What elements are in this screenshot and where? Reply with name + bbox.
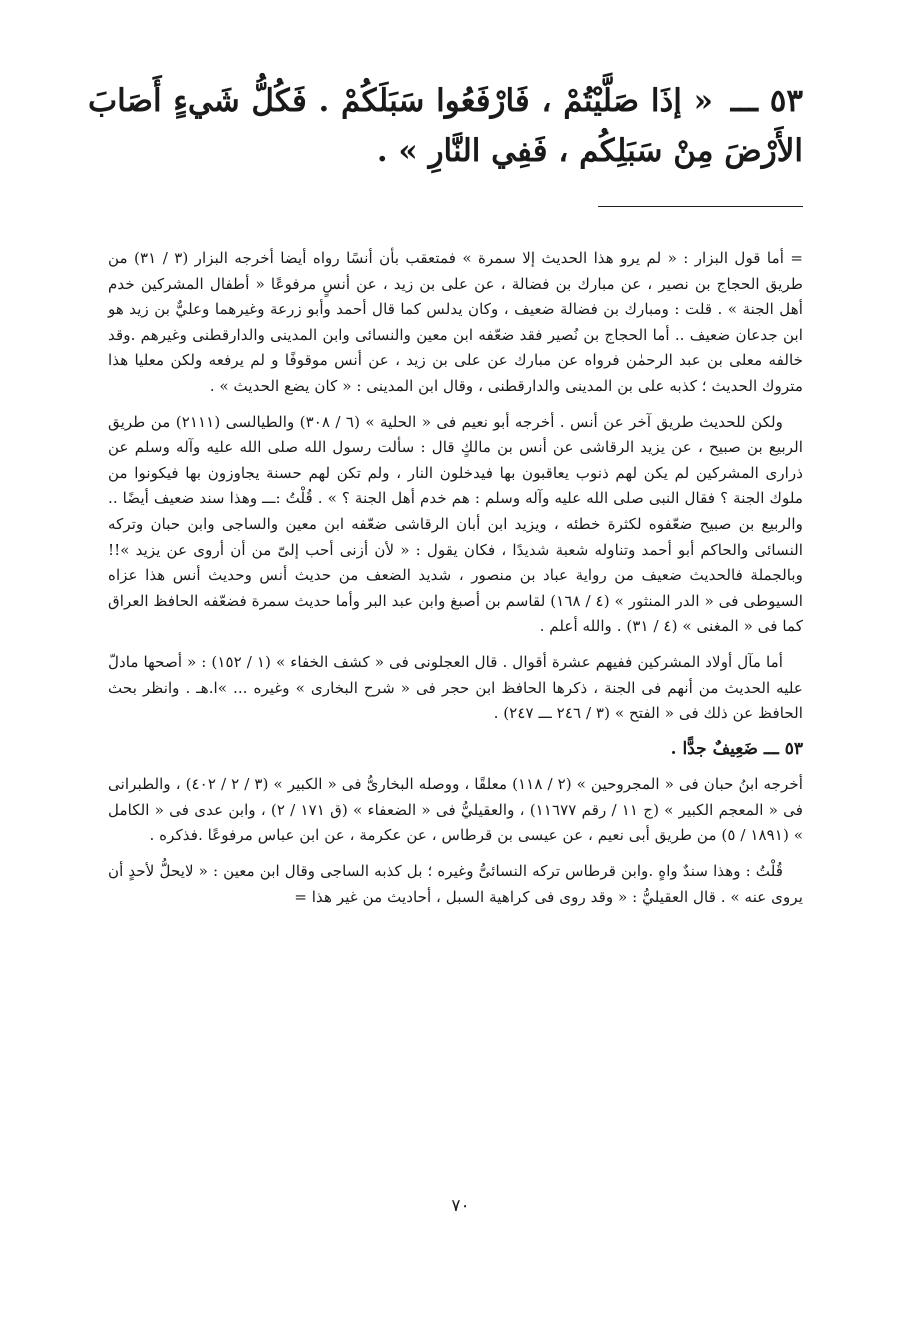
page-number: ٧٠ [451,1196,470,1216]
commentary-paragraph-1: = أما قول البزار : « لم يرو هذا الحديث إلا سمرة » فمتعقب بأن أنسًا رواه أيضا أخرجه البزار (٣ / ٣١) من طريق الحجاج بن نصير ، عن مبارك بن فضالة ، عن على بن زيد ، عن أنسٍ مرفوعًا « أطفال المشركين خدم أهل الجنة » . قلت : ومبارك بن فضالة ضعيف ، وكان يدلس كما قال أحمد وأبو زرعة وغيرهما وعليٌّ بن زيد هو ابن جدعان ضعيف .. أما الحجاج بن نُصير فقد ضعّفه ابن معين والنسائى وابن المدينى والدارقطنى وغيرهم .وقد خالفه معلى بن عبد الرحمٰن فرواه عن مبارك عن على بن زيد ، عن أنس موقوفًا و لم يرفعه ولكن معليا هذا متروك الحديث ؛ كذبه على بن المدينى والدارقطنى ، وقال ابن المدينى : « كان يضع الحديث » . [108,249,804,395]
commentary-paragraph-3: أما مآل أولاد المشركين ففيهم عشرة أقوال . قال العجلونى فى « كشف الخفاء » (١ / ١٥٢) : « أصحها مادلّ عليه الحديث من أنهم فى الجنة ، ذكرها الحافظ ابن حجر فى « شرح البخارى » وغيره ... »ا.هـ . وانظر بحث الحافظ عن ذلك فى « الفتح » (٣ / ٢٤٦ ـــ ٢٤٧) . [108,652,803,723]
hadith-text-block [88,76,803,176]
hadith-verdict: ٥٣ ـــ ضَعِيفٌ جدًّا . [670,738,803,759]
footnote-separator [598,206,803,207]
hadith-number: ٥٣ ـــ [730,83,804,119]
hadith-text: « إذَا صَلَّيْتُمْ ، فَارْفَعُوا سَبَلَكُمْ . فَكُلُّ شَيءٍ أَصَابَ الأَرْضَ مِنْ سَبَلِكُم ، فَفِي النَّارِ » . [88,83,803,169]
commentary-paragraph-4: أخرجه ابنُ حبان فى « المجروحين » (٢ / ١١٨) معلقًا ، ووصله البخارىُّ فى « الكبير » (٣ / ٢ / ٤٠٢) ، والطبرانى فى « المعجم الكبير » (ج ١١ / رقم ١١٦٧٧) ، والعقيليُّ فى « الضعفاء » (ق ١٧١ / ٢) ، وابن عدى فى « الكامل » (١٨٩١ / ٥) من طريق أبى نعيم ، عن عيسى بن قرطاس ، عن عكرمة ، عن ابن عباس مرفوعًا .فذكره . [108,775,803,845]
commentary-block [108,246,803,920]
commentary-paragraph-5: قُلْتُ : وهذا سندٌ واهٍ .وابن قرطاس تركه النسائىُّ وغيره ؛ بل كذبه الساجى وقال ابن معين : « لايحلُّ لأحدٍ أن يروى عنه » . قال العقيليُّ : « وقد روى فى كراهية السبل ، أحاديث من غير هذا = [108,862,803,906]
commentary-paragraph-2: ولكن للحديث طريق آخر عن أنس . أخرجه أبو نعيم فى « الحلية » (٦ / ٣٠٨) والطيالسى (٢١١١) من طريق الربيع بن صبيح ، عن يزيد الرقاشى عن أنس بن مالكٍ قال : سألت رسول الله صلى الله عليه وآله وسلم عن ذرارى المشركين لم يكن لهم ذنوب يعاقبون بها فيدخلون النار ، ولم تكن لهم حسنة يجاوزون بها فيكونوا من ملوك الجنة ؟ فقال النبى صلى الله عليه وآله وسلم : هم خدم أهل الجنة ؟ » . قُلْتُ :ـــ وهذا سند ضعيف أيضًا .. والربيع بن صبيح ضعّفوه لكثرة خطئه ، ويزيد ابن أبان الرقاشى ضعّفه ابن معين والساجى وابن حبان وتركه النسائى والحاكم أبو أحمد وتناوله شعبة شديدًا ، فكان يقول : « لأن أزنى أحب إلىّ من أن أروى عن يزيد »!! وبالجملة فالحديث ضعيف من رواية عباد بن منصور ، شديد الضعف من حديث أنس وحديث أنس هذا عزاه السيوطى فى « الدر المنثور » (٤ / ١٦٨) لقاسم بن أصبغ وابن عبد البر وأما حديث سمرة فضعّفه الحافظ العراق كما فى « المغنى » (٤ / ٣١) . والله أعلم . [108,412,803,636]
